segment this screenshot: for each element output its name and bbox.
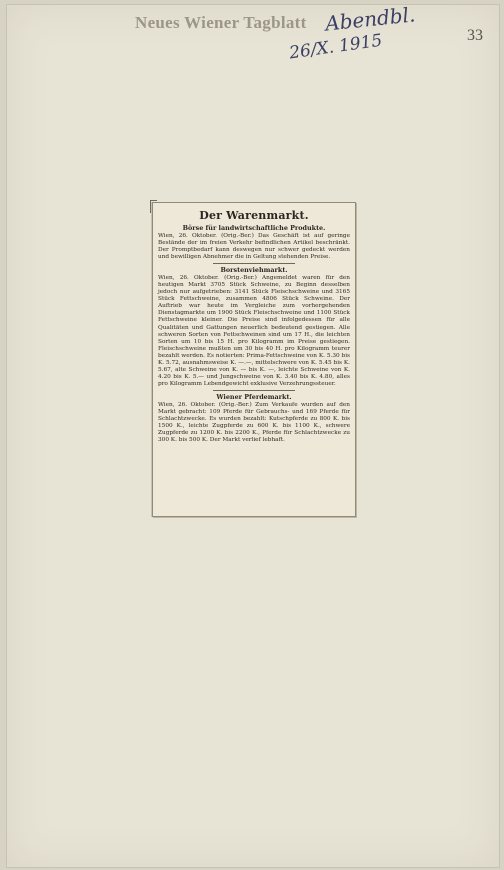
section-title-pig-market: Borstenviehmarkt. (220, 266, 288, 275)
newspaper-stamp: Neues Wiener Tagblatt (135, 13, 307, 32)
section-divider (213, 390, 295, 391)
page-number: 33 (467, 27, 483, 44)
handwritten-date-note: 26/X. 1915 (288, 30, 384, 64)
section-text-pig-market: Wien, 26. Oktober. (Orig.-Ber.) Angemeldet waren für den heutigen Markt 3705 Stück Schweine, zu Beginn desselben jedoch nur aufgetrieben: 3141 Stück Fleischschweine und 3165 Stück Fettschweine, zusammen 4806 Stück Schweine. Der Auftrieb war heute im Vergleiche zum vorhergehenden Dienstagmarkte um 1900 Stück Fleischschweine und 1100 Stück Fettschweine kleiner. Die Preise sind infolgedessen für alle Qualitäten und Gattungen neuerlich bedeutend gestiegen. Alle schweren Sorten von Fettschweinen sind um 17 H., die leichten Sorten um 10 bis 15 H. pro Kilogramm im Preise gestiegen. Fleischschweine mußten um 30 bis 40 H. pro Kilogramm teurer bezahlt werden. Es notierten: Prima-Fettschweine von K. 5.30 bis K. 5.72, ausnahmsweise K. —.—, mittelschwere von K. 5.45 bis K. 5.67, alte Schweine von K. — bis K. —, leichte Schweine von K. 4.20 bis K. 5.— und Jungschweine von K. 3.40 bis K. 4.80, alles pro Kilogramm Lebendgewicht exklusive Verzehrungssteuer. (158, 275, 350, 387)
clipping-headline: Der Warenmarkt. (199, 209, 309, 222)
newspaper-clipping (152, 202, 356, 517)
handwritten-edition-note: Abendbl. (323, 2, 417, 36)
section-title-horse-market: Wiener Pferdemarkt. (216, 392, 292, 401)
section-text-produce-exchange: Wien, 26. Oktober. (Orig.-Ber.) Das Geschäft ist auf geringe Bestände der im freien Verkehr befindlichen Artikel beschränkt. Der Promptbedarf kann deswegen nur schwer gedeckt werden und bewilligen Abnehmer die in Geltung stehenden Preise. (158, 233, 350, 261)
section-text-horse-market: Wien, 26. Oktober. (Orig.-Ber.) Zum Verkaufe wurden auf den Markt gebracht: 109 Pferde für Gebrauchs- und 169 Pferde für Schlachtzwecke. Es wurden bezahlt: Kutschpferde zu 800 K. bis 1500 K., leichte Zugpferde zu 600 K. bis 1100 K., schwere Zugpferde zu 1200 K. bis 2200 K., Pferde für Schlachtzwecke zu 300 K. bis 500 K. Der Markt verlief lebhaft. (158, 401, 350, 444)
section-divider (213, 263, 295, 264)
section-title-produce-exchange: Börse für landwirtschaftliche Produkte. (182, 224, 326, 232)
